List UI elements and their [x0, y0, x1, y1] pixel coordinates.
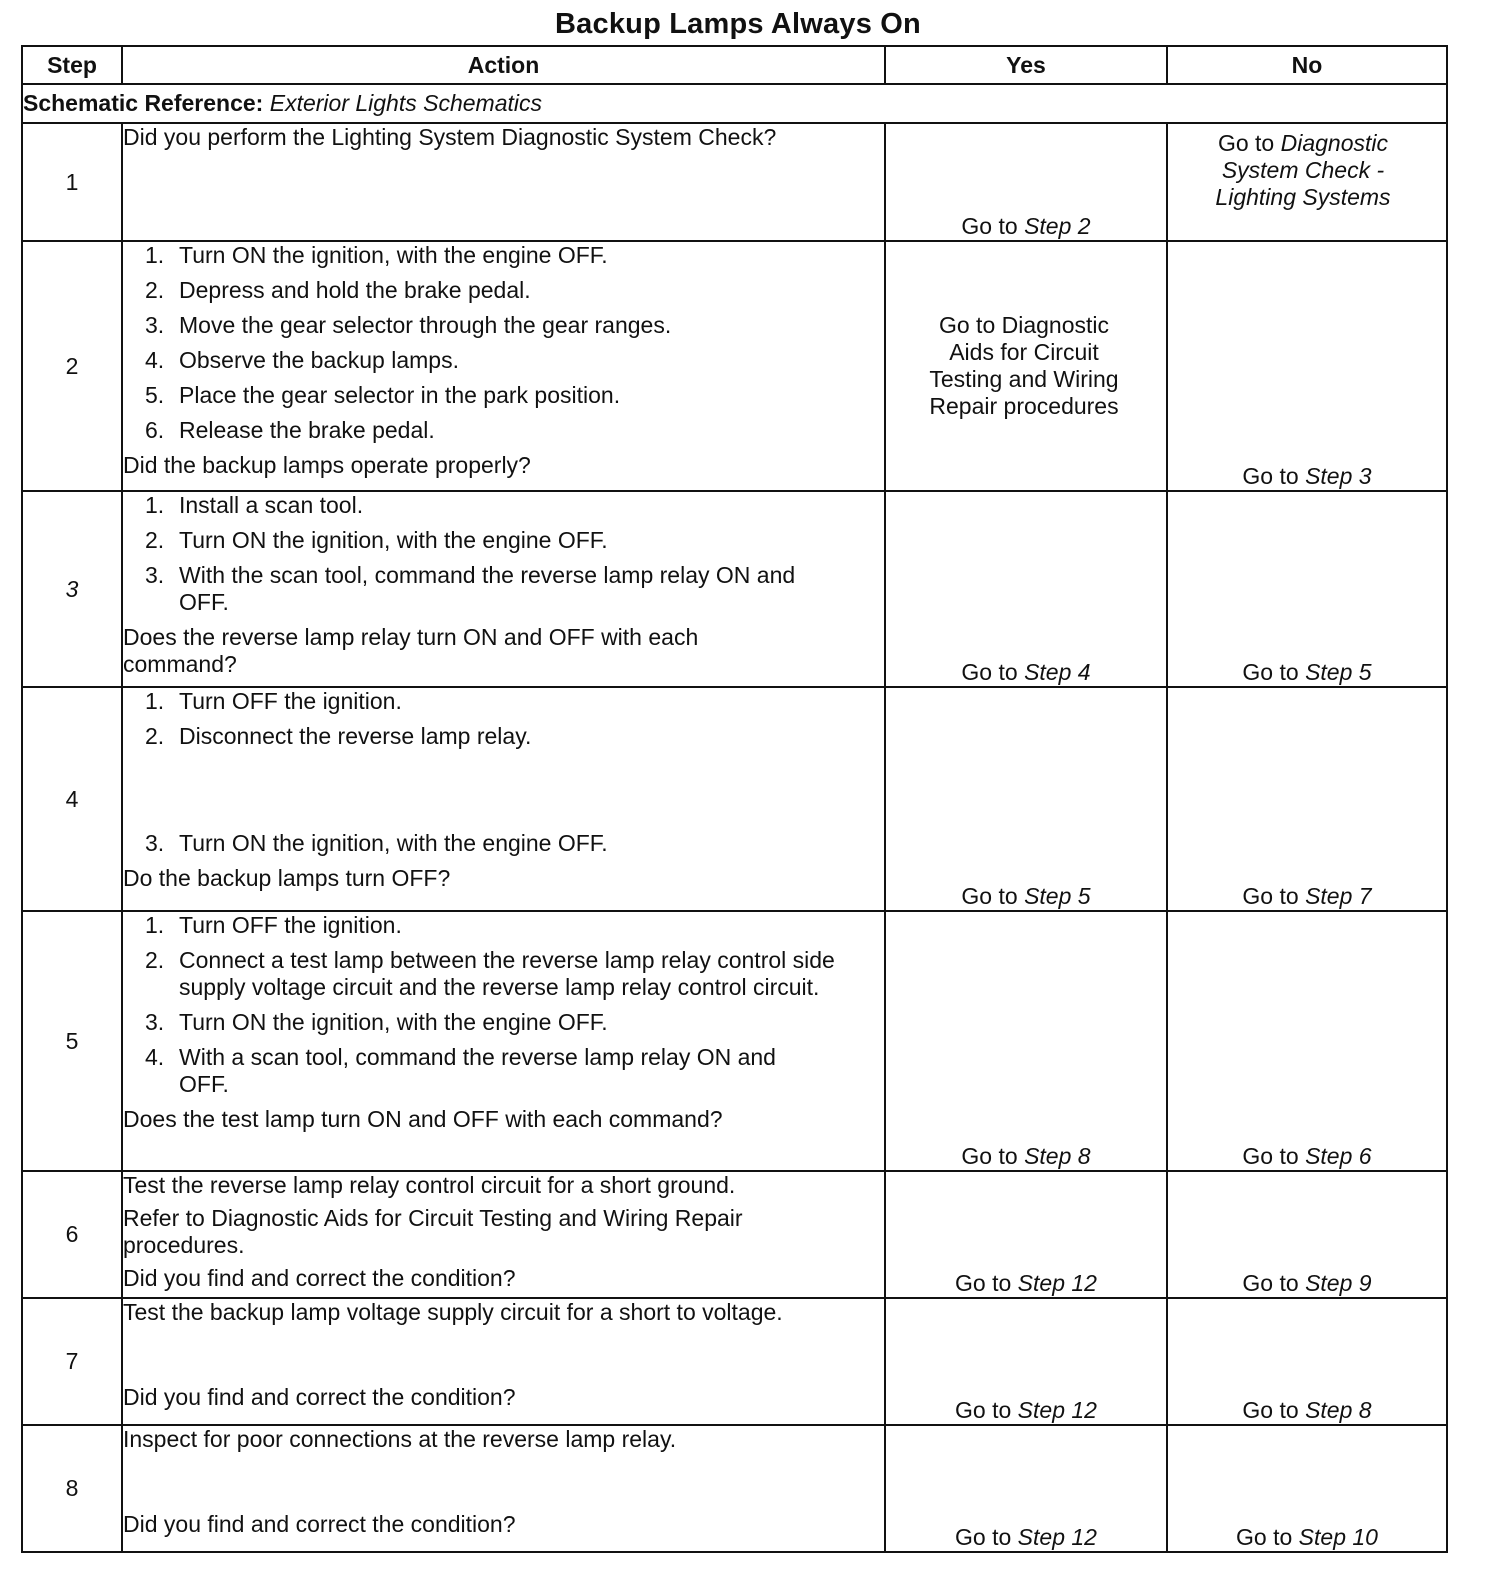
yes-cell — [885, 687, 1167, 911]
no-target: Step 9 — [1305, 1270, 1372, 1296]
list-item: 1. Turn OFF the ignition. — [145, 912, 402, 938]
no-cell — [1167, 123, 1447, 241]
go-to-label: Go to — [1242, 463, 1299, 489]
table-row — [22, 1298, 1447, 1425]
yes-target: Step 5 — [1024, 883, 1091, 909]
action-instruction: Inspect for poor connections at the reverse lamp relay. — [123, 1426, 677, 1452]
action-question: Did you perform the Lighting System Diagnostic System Check? — [123, 124, 777, 150]
action-cell — [122, 687, 885, 911]
yes-target: Step 8 — [1024, 1143, 1091, 1169]
action-question: Did you find and correct the condition? — [123, 1511, 516, 1537]
step-number: 4 — [22, 687, 122, 911]
step-number: 8 — [22, 1425, 122, 1552]
go-to-label: Go to — [1217, 130, 1275, 156]
yes-cell — [885, 1425, 1167, 1552]
action-note: Refer to Diagnostic Aids for Circuit Testing and Wiring Repair procedures. — [123, 1205, 743, 1258]
go-to-label: Go to — [1242, 1143, 1299, 1169]
action-cell — [122, 911, 885, 1171]
action-question: Did you find and correct the condition? — [123, 1384, 516, 1410]
step-number: 5 — [22, 911, 122, 1171]
no-target: Step 10 — [1298, 1524, 1378, 1550]
list-item: 6. Release the brake pedal. — [145, 417, 435, 443]
list-item: 5. Place the gear selector in the park position. — [145, 382, 621, 408]
no-cell — [1167, 491, 1447, 687]
document-title: Backup Lamps Always On — [555, 8, 921, 40]
no-target: Step 8 — [1305, 1397, 1372, 1423]
header-step: Step — [22, 46, 122, 84]
action-list — [123, 688, 884, 857]
yes-target: Step 4 — [1024, 659, 1091, 685]
yes-cell — [885, 1298, 1167, 1425]
list-item: 2. Depress and hold the brake pedal. — [145, 277, 531, 303]
schematic-reference-value: Exterior Lights Schematics — [269, 90, 543, 116]
step-number: 6 — [22, 1171, 122, 1298]
go-to-label: Go to — [1242, 1270, 1299, 1296]
table-row — [22, 911, 1447, 1171]
no-target: Step 3 — [1305, 463, 1372, 489]
list-item: 1. Turn OFF the ignition. — [145, 688, 402, 714]
action-list — [123, 912, 884, 1098]
header-row — [22, 46, 1447, 84]
list-item: 3. Move the gear selector through the gear ranges. — [145, 312, 672, 338]
action-list — [123, 492, 884, 616]
step-number: 1 — [22, 123, 122, 241]
yes-target: Step 12 — [1017, 1270, 1097, 1296]
no-target: Step 5 — [1305, 659, 1372, 685]
list-item: 3. With the scan tool, command the reverse lamp relay ON and OFF. — [145, 562, 796, 615]
list-item: 1. Install a scan tool. — [145, 492, 364, 518]
go-to-label: Go to — [955, 1270, 1012, 1296]
step-number: 2 — [22, 241, 122, 491]
no-target: Step 6 — [1305, 1143, 1372, 1169]
header-no: No — [1167, 46, 1447, 84]
list-item: 3. Turn ON the ignition, with the engine OFF. — [145, 830, 608, 856]
schematic-reference — [22, 84, 1447, 123]
yes-cell — [885, 123, 1167, 241]
table-row — [22, 687, 1447, 911]
action-cell — [122, 1298, 885, 1425]
go-to-label: Go to — [955, 1524, 1012, 1550]
list-item: 3. Turn ON the ignition, with the engine OFF. — [145, 1009, 608, 1035]
yes-cell — [885, 491, 1167, 687]
step-number: 7 — [22, 1298, 122, 1425]
step-number: 3 — [22, 491, 122, 687]
yes-cell — [885, 241, 1167, 491]
yes-cell — [885, 911, 1167, 1171]
table-row — [22, 123, 1447, 241]
yes-text: Go to Diagnostic Aids for Circuit Testing and Wiring Repair procedures — [929, 312, 1119, 419]
header-yes: Yes — [885, 46, 1167, 84]
go-to-label: Go to — [955, 1397, 1012, 1423]
go-to-label: Go to — [961, 659, 1018, 685]
action-cell — [122, 491, 885, 687]
table-row — [22, 1425, 1447, 1552]
no-cell — [1167, 687, 1447, 911]
schematic-reference-row — [22, 84, 1447, 123]
action-question: Did the backup lamps operate properly? — [123, 452, 531, 478]
no-cell — [1167, 911, 1447, 1171]
no-target: Step 7 — [1305, 883, 1372, 909]
action-cell — [122, 1425, 885, 1552]
header-action: Action — [122, 46, 885, 84]
action-question: Does the reverse lamp relay turn ON and OFF with each command? — [123, 624, 699, 677]
table-row — [22, 1171, 1447, 1298]
action-instruction: Test the backup lamp voltage supply circuit for a short to voltage. — [123, 1299, 783, 1325]
list-item: 4. With a scan tool, command the reverse lamp relay ON and OFF. — [145, 1044, 776, 1097]
go-to-label: Go to — [1242, 883, 1299, 909]
list-item: 2. Turn ON the ignition, with the engine OFF. — [145, 527, 608, 553]
go-to-label: Go to — [1236, 1524, 1293, 1550]
list-item: 4. Observe the backup lamps. — [145, 347, 459, 373]
go-to-label: Go to — [1242, 1397, 1299, 1423]
action-question: Does the test lamp turn ON and OFF with each command? — [123, 1106, 723, 1132]
list-item: 2. Disconnect the reverse lamp relay. — [145, 723, 532, 749]
go-to-label: Go to — [961, 1143, 1018, 1169]
action-instruction: Test the reverse lamp relay control circuit for a short ground. — [123, 1172, 736, 1198]
diagnostic-table — [21, 45, 1448, 1553]
action-cell — [122, 123, 885, 241]
yes-target: Step 2 — [1024, 213, 1091, 239]
go-to-label: Go to — [961, 213, 1018, 239]
list-item: 2. Connect a test lamp between the reverse lamp relay control side supply voltage circuit and the reverse lamp relay control circuit. — [145, 947, 835, 1000]
action-list — [123, 242, 884, 444]
action-question: Did you find and correct the condition? — [123, 1265, 516, 1291]
action-question: Do the backup lamps turn OFF? — [123, 865, 451, 891]
table-row — [22, 241, 1447, 491]
go-to-label: Go to — [1242, 659, 1299, 685]
yes-cell — [885, 1171, 1167, 1298]
action-cell — [122, 1171, 885, 1298]
yes-target: Step 12 — [1017, 1397, 1097, 1423]
schematic-reference-label: Schematic Reference: — [23, 90, 264, 116]
no-cell — [1167, 241, 1447, 491]
no-cell — [1167, 1425, 1447, 1552]
no-target: Diagnostic System Check - Lighting Systems — [1215, 130, 1391, 210]
list-item: 1. Turn ON the ignition, with the engine OFF. — [145, 242, 608, 268]
no-cell — [1167, 1298, 1447, 1425]
no-cell — [1167, 1171, 1447, 1298]
yes-target: Step 12 — [1017, 1524, 1097, 1550]
table-row — [22, 491, 1447, 687]
go-to-label: Go to — [961, 883, 1018, 909]
action-cell — [122, 241, 885, 491]
